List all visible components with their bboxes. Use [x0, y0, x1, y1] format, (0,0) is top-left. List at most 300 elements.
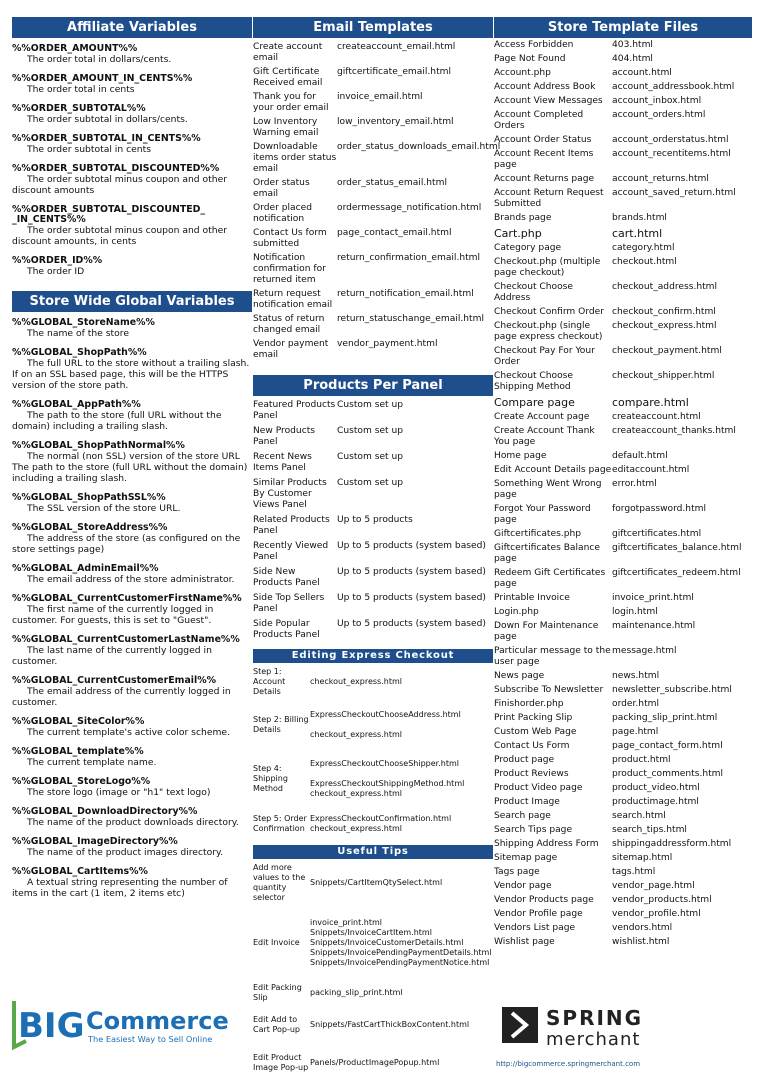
row-label: Account Order Status	[494, 135, 592, 145]
row-value: Up to 5 products (system based)	[337, 541, 486, 551]
table-row	[494, 243, 752, 254]
table-row	[494, 504, 752, 526]
variable-item	[12, 68, 252, 95]
row-value: account.html	[612, 68, 672, 78]
row-value: login.html	[612, 607, 658, 617]
row-value: createaccount_email.html	[337, 42, 456, 52]
table-row	[494, 825, 752, 836]
row-value: page_contact_form.html	[612, 741, 723, 751]
table-row	[494, 593, 752, 604]
row-value: ExpressCheckoutChooseAddress.html checkout_express.html	[310, 710, 461, 739]
row-label: Down For Maintenance page	[494, 621, 599, 642]
row-label: Giftcertificates Balance page	[494, 543, 600, 564]
variable-name: %%ORDER_SUBTOTAL_DISCOUNTED%%	[12, 163, 220, 174]
row-label: Featured Products Panel	[253, 400, 336, 421]
table-row	[494, 839, 752, 850]
variable-name: %%GLOBAL_template%%	[12, 746, 144, 757]
row-label: Login.php	[494, 607, 539, 617]
table-row	[253, 67, 493, 89]
variable-desc: The full URL to the store without a trailing slash. If on an SSL based page, this will be the HTTPS version of the store path.	[12, 358, 250, 391]
logo-tagline: The Easiest Way to Sell Online	[88, 1034, 213, 1044]
table-row	[253, 567, 493, 589]
row-label: Recent News Items Panel	[253, 452, 312, 473]
table-row	[494, 257, 752, 279]
row-value: vendor_products.html	[612, 895, 712, 905]
row-label: Step 4: Shipping Method	[253, 764, 288, 793]
row-label: Step 5: Order Confirmation	[253, 814, 307, 833]
table-row	[253, 426, 493, 448]
email-header: Email Templates	[253, 17, 493, 38]
variable-item	[12, 487, 252, 514]
row-value: checkout_payment.html	[612, 346, 722, 356]
table-row	[494, 783, 752, 794]
row-label: Account Return Request Submitted	[494, 188, 604, 209]
variable-desc: The last name of the currently logged in customer.	[12, 645, 212, 667]
row-value: news.html	[612, 671, 660, 681]
row-label: Vendors List page	[494, 923, 576, 933]
table-row	[494, 282, 752, 304]
row-label: Cart.php	[494, 227, 542, 240]
row-value: brands.html	[612, 213, 667, 223]
table-row	[253, 400, 493, 422]
table-row	[494, 755, 752, 766]
variable-desc: The email address of the store administrator.	[27, 574, 235, 585]
variable-name: %%GLOBAL_SiteColor%%	[12, 716, 145, 727]
table-row	[253, 705, 493, 745]
row-value: compare.html	[612, 396, 689, 409]
row-label: Page Not Found	[494, 54, 566, 64]
row-value: invoice_email.html	[337, 92, 423, 102]
table-row	[494, 811, 752, 822]
row-value: packing_slip_print.html	[310, 988, 403, 997]
row-value: packing_slip_print.html	[612, 713, 718, 723]
row-value: shippingaddressform.html	[612, 839, 732, 849]
variable-item	[12, 128, 252, 155]
affiliate-list	[12, 38, 252, 277]
table-row	[494, 426, 752, 448]
logo-square	[502, 1007, 538, 1043]
row-value: checkout_shipper.html	[612, 371, 715, 381]
table-row	[253, 314, 493, 336]
table-row	[494, 479, 752, 501]
variable-name: %%ORDER_SUBTOTAL_DISCOUNTED_ _IN_CENTS%%	[12, 204, 206, 225]
table-row	[253, 515, 493, 537]
table-row	[253, 913, 493, 973]
footer-url[interactable]: http://bigcommerce.springmerchant.com	[496, 1060, 641, 1068]
row-value: vendor_page.html	[612, 881, 695, 891]
row-value: return_confirmation_email.html	[337, 253, 481, 263]
row-value: 404.html	[612, 54, 653, 64]
row-label: Product page	[494, 755, 555, 765]
variable-item	[12, 98, 252, 125]
row-value: return_statuschange_email.html	[337, 314, 484, 324]
table-row	[494, 543, 752, 565]
row-label: Edit Add to Cart Pop-up	[253, 1015, 301, 1034]
table-row	[253, 92, 493, 114]
row-value: sitemap.html	[612, 853, 673, 863]
variable-item	[12, 558, 252, 585]
table-row	[494, 321, 752, 343]
row-label: News page	[494, 671, 545, 681]
table-row	[494, 451, 752, 462]
variable-name: %%ORDER_AMOUNT_IN_CENTS%%	[12, 73, 193, 84]
table-row	[253, 117, 493, 139]
row-value: page_contact_email.html	[337, 228, 452, 238]
row-label: Return request notification email	[253, 289, 333, 310]
variable-item	[12, 741, 252, 768]
row-label: Shipping Address Form	[494, 839, 599, 849]
row-value: Snippets/FastCartThickBoxContent.html	[310, 1020, 470, 1029]
row-label: Side Top Sellers Panel	[253, 593, 325, 614]
store-header: Store Template Files	[494, 17, 752, 38]
row-label: Edit Invoice	[253, 938, 300, 947]
row-label: Checkout.php (multiple page checkout)	[494, 257, 601, 278]
row-value: account_orderstatus.html	[612, 135, 729, 145]
table-row	[494, 853, 752, 864]
row-label: Account Completed Orders	[494, 110, 584, 131]
row-label: Checkout.php (single page express checkout)	[494, 321, 603, 342]
variable-item	[12, 158, 252, 196]
row-label: Sitemap page	[494, 853, 558, 863]
row-label: Step 1: Account Details	[253, 667, 286, 696]
row-value: giftcertificates.html	[612, 529, 702, 539]
logo-big: BIG	[18, 1006, 85, 1046]
global-list	[12, 312, 252, 899]
row-label: Product Video page	[494, 783, 583, 793]
table-row	[494, 867, 752, 878]
table-row	[494, 797, 752, 808]
row-label: Custom Web Page	[494, 727, 577, 737]
variable-item	[12, 312, 252, 339]
row-value: checkout_address.html	[612, 282, 718, 292]
row-label: Finishorder.php	[494, 699, 564, 709]
variable-item	[12, 629, 252, 667]
row-label: Subscribe To Newsletter	[494, 685, 604, 695]
variable-item	[12, 250, 252, 277]
row-value: createaccount_thanks.html	[612, 426, 736, 436]
row-value: account_inbox.html	[612, 96, 702, 106]
row-label: Edit Account Details page	[494, 465, 612, 475]
table-row	[494, 685, 752, 696]
row-value: Up to 5 products (system based)	[337, 593, 486, 603]
row-value: ExpressCheckoutConfirmation.html checkout_express.html	[310, 814, 452, 833]
table-row	[253, 667, 493, 697]
table-row	[253, 861, 493, 905]
row-value: search.html	[612, 811, 666, 821]
store-table	[494, 38, 752, 948]
variable-name: %%GLOBAL_DownloadDirectory%%	[12, 806, 198, 817]
table-row	[494, 465, 752, 476]
row-label: Status of return changed email	[253, 314, 325, 335]
row-value: page.html	[612, 727, 659, 737]
row-value: checkout_express.html	[612, 321, 717, 331]
row-value: search_tips.html	[612, 825, 687, 835]
variable-item	[12, 801, 252, 828]
table-row	[494, 769, 752, 780]
row-label: Downloadable items order status email	[253, 142, 337, 174]
variable-name: %%GLOBAL_ShopPathSSL%%	[12, 492, 166, 503]
row-label: Compare page	[494, 396, 575, 409]
affiliate-header: Affiliate Variables	[12, 17, 252, 38]
row-label: Account View Messages	[494, 96, 603, 106]
products-header: Products Per Panel	[253, 375, 493, 396]
table-row	[494, 937, 752, 948]
table-row	[253, 593, 493, 615]
variable-item	[12, 342, 252, 391]
table-row	[253, 142, 501, 175]
variable-desc: The current template name.	[27, 757, 157, 768]
row-value: message.html	[612, 646, 677, 656]
row-value: return_notification_email.html	[337, 289, 474, 299]
row-value: Snippets/CartItemQtySelect.html	[310, 878, 443, 887]
row-label: Checkout Pay For Your Order	[494, 346, 595, 367]
logo-spring: SPRING	[546, 1006, 644, 1030]
table-row	[494, 568, 752, 590]
variable-name: %%GLOBAL_CartItems%%	[12, 866, 148, 877]
row-value: giftcertificate_email.html	[337, 67, 452, 77]
table-row	[494, 396, 752, 409]
row-value: account_saved_return.html	[612, 188, 736, 198]
variable-desc: The order subtotal minus coupon and other discount amounts	[12, 174, 228, 196]
variable-name: %%ORDER_ID%%	[12, 255, 103, 266]
row-value: product.html	[612, 755, 671, 765]
variable-item	[12, 670, 252, 708]
row-label: Forgot Your Password page	[494, 504, 591, 525]
table-row	[253, 541, 493, 563]
row-value: ordermessage_notification.html	[337, 203, 482, 213]
row-label: Checkout Choose Shipping Method	[494, 371, 574, 392]
variable-name: %%GLOBAL_AdminEmail%%	[12, 563, 159, 574]
row-value: default.html	[612, 451, 668, 461]
table-row	[494, 174, 752, 185]
variable-item	[12, 435, 252, 484]
variable-desc: The email address of the currently logged in customer.	[12, 686, 231, 708]
row-label: Print Packing Slip	[494, 713, 573, 723]
row-value: giftcertificates_balance.html	[612, 543, 742, 553]
table-row	[494, 307, 752, 318]
row-label: Vendor Profile page	[494, 909, 583, 919]
row-value: account_addressbook.html	[612, 82, 735, 92]
row-value: invoice_print.html Snippets/InvoiceCartItem.html Snippets/InvoiceCustomerDetails.html Snippets/InvoicePendingPaymentDetails.html Snippets/InvoicePendingPaymentNotice.html	[310, 918, 492, 967]
row-value: vendor_payment.html	[337, 339, 438, 349]
row-label: Thank you for your order email	[253, 92, 329, 113]
table-row	[494, 923, 752, 934]
row-label: Account Recent Items page	[494, 149, 594, 170]
row-value: 403.html	[612, 40, 653, 50]
table-row	[494, 227, 752, 240]
products-table	[253, 396, 493, 641]
table-row	[253, 813, 493, 835]
table-row	[494, 621, 752, 643]
row-value: product_comments.html	[612, 769, 724, 779]
table-row	[494, 529, 752, 540]
tips-header: Useful Tips	[253, 845, 493, 859]
row-label: Low Inventory Warning email	[253, 117, 319, 138]
table-row	[494, 54, 752, 65]
express-header: Editing Express Checkout	[253, 649, 493, 663]
variable-desc: The order ID	[27, 266, 85, 277]
row-label: Product Image	[494, 797, 560, 807]
variable-name: %%GLOBAL_StoreName%%	[12, 317, 155, 328]
table-row	[253, 339, 493, 361]
variable-name: %%GLOBAL_StoreLogo%%	[12, 776, 151, 787]
tips-table	[253, 859, 493, 1081]
variable-desc: The current template's active color scheme.	[27, 727, 231, 738]
row-label: Order placed notification	[253, 203, 312, 224]
row-label: Create account email	[253, 42, 323, 63]
table-row	[253, 42, 493, 64]
bigcommerce-logo	[4, 995, 232, 1055]
row-value: forgotpassword.html	[612, 504, 707, 514]
row-value: Up to 5 products (system based)	[337, 619, 486, 629]
express-table	[253, 663, 493, 835]
row-label: Vendor Products page	[494, 895, 594, 905]
variable-name: %%GLOBAL_ShopPath%%	[12, 347, 147, 358]
row-label: Search Tips page	[494, 825, 573, 835]
row-value: order.html	[612, 699, 660, 709]
variable-desc: The order subtotal in cents	[27, 144, 152, 155]
row-label: Category page	[494, 243, 562, 253]
row-value: Up to 5 products	[337, 515, 413, 525]
table-row	[253, 1013, 493, 1037]
variable-desc: The name of the product images directory.	[27, 847, 224, 858]
row-label: Brands page	[494, 213, 552, 223]
variable-name: %%GLOBAL_CurrentCustomerFirstName%%	[12, 593, 242, 604]
table-row	[494, 149, 752, 171]
table-row	[494, 110, 752, 132]
email-table	[253, 38, 501, 361]
variable-item	[12, 588, 252, 626]
row-label: Contact Us Form	[494, 741, 570, 751]
row-label: Wishlist page	[494, 937, 555, 947]
table-row	[494, 646, 752, 668]
row-value: invoice_print.html	[612, 593, 694, 603]
table-row	[253, 619, 493, 641]
row-value: ExpressCheckoutChooseShipper.html ExpressCheckoutShippingMethod.html checkout_express.html	[310, 759, 465, 798]
row-label: Step 2: Billing Details	[253, 715, 309, 734]
row-value: maintenance.html	[612, 621, 696, 631]
row-value: Custom set up	[337, 400, 404, 410]
global-header: Store Wide Global Variables	[12, 291, 252, 312]
row-value: order_status_downloads_email.html	[337, 142, 501, 152]
logo-commerce: Commerce	[86, 1007, 229, 1035]
table-row	[253, 753, 493, 805]
row-label: Notification confirmation for returned item	[253, 253, 326, 285]
table-row	[494, 671, 752, 682]
variable-desc: A textual string representing the number of items in the cart (1 item, 2 items etc)	[12, 877, 228, 899]
row-label: Tags page	[494, 867, 540, 877]
table-row	[494, 371, 752, 393]
table-row	[494, 895, 752, 906]
table-row	[253, 228, 493, 250]
row-value: product_video.html	[612, 783, 700, 793]
column-variables	[12, 0, 252, 902]
variable-desc: The SSL version of the store URL.	[27, 503, 181, 514]
table-row	[494, 135, 752, 146]
variable-desc: The order total in cents	[27, 84, 135, 95]
row-label: Create Account page	[494, 412, 590, 422]
row-value: productimage.html	[612, 797, 699, 807]
variable-desc: The order total in dollars/cents.	[27, 54, 172, 65]
variable-item	[12, 517, 252, 555]
row-value: error.html	[612, 479, 657, 489]
variable-item	[12, 771, 252, 798]
row-label: Order status email	[253, 178, 310, 199]
table-row	[253, 1045, 493, 1081]
variable-name: %%GLOBAL_ImageDirectory%%	[12, 836, 178, 847]
row-value: Custom set up	[337, 478, 404, 488]
variable-desc: The name of the store	[27, 328, 129, 339]
variable-name: %%GLOBAL_CurrentCustomerEmail%%	[12, 675, 216, 686]
row-label: Redeem Gift Certificates page	[494, 568, 606, 589]
row-value: cart.html	[612, 227, 663, 240]
variable-item	[12, 711, 252, 738]
row-label: Product Reviews	[494, 769, 569, 779]
variable-desc: The normal (non SSL) version of the store URL The path to the store (full URL without the domain) including a trailing slash.	[12, 451, 248, 484]
row-label: Gift Certificate Received email	[253, 67, 323, 88]
row-label: Edit Packing Slip	[253, 983, 302, 1002]
row-value: Custom set up	[337, 452, 404, 462]
table-row	[494, 188, 752, 210]
table-row	[253, 253, 493, 286]
row-value: account_orders.html	[612, 110, 706, 120]
variable-item	[12, 831, 252, 858]
row-label: Checkout Confirm Order	[494, 307, 605, 317]
table-row	[494, 346, 752, 368]
table-row	[494, 96, 752, 107]
row-value: Up to 5 products (system based)	[337, 567, 486, 577]
row-label: Side Popular Products Panel	[253, 619, 320, 640]
row-label: Checkout Choose Address	[494, 282, 574, 303]
row-label: New Products Panel	[253, 426, 315, 447]
row-label: Vendor page	[494, 881, 552, 891]
row-label: Add more values to the quantity selector	[253, 863, 306, 902]
table-row	[494, 741, 752, 752]
variable-item	[12, 394, 252, 432]
variable-item	[12, 199, 252, 247]
row-value: checkout_confirm.html	[612, 307, 716, 317]
row-label: Account.php	[494, 68, 551, 78]
table-row	[253, 289, 493, 311]
table-row	[494, 213, 752, 224]
table-row	[494, 412, 752, 423]
row-label: Related Products Panel	[253, 515, 330, 536]
row-value: createaccount.html	[612, 412, 701, 422]
table-row	[494, 68, 752, 79]
row-value: newsletter_subscribe.html	[612, 685, 732, 695]
springmerchant-logo	[500, 1003, 660, 1049]
table-row	[253, 981, 493, 1005]
variable-name: %%ORDER_AMOUNT%%	[12, 43, 138, 54]
row-value: Panels/ProductImagePopup.html	[310, 1058, 440, 1067]
row-value: checkout_express.html	[310, 677, 402, 686]
row-value: giftcertificates_redeem.html	[612, 568, 741, 578]
variable-name: %%ORDER_SUBTOTAL_IN_CENTS%%	[12, 133, 201, 144]
row-label: Vendor payment email	[253, 339, 329, 360]
table-row	[494, 607, 752, 618]
row-label: Something Went Wrong page	[494, 479, 602, 500]
row-value: tags.html	[612, 867, 656, 877]
variable-name: %%ORDER_SUBTOTAL%%	[12, 103, 146, 114]
row-label: Access Forbidden	[494, 40, 574, 50]
row-label: Account Address Book	[494, 82, 596, 92]
row-label: Similar Products By Customer Views Panel	[253, 478, 327, 510]
row-label: Create Account Thank You page	[494, 426, 595, 447]
row-label: Particular message to the user page	[494, 646, 611, 667]
row-label: Home page	[494, 451, 547, 461]
variable-desc: The order subtotal minus coupon and other discount amounts, in cents	[12, 225, 228, 247]
variable-desc: The order subtotal in dollars/cents.	[27, 114, 188, 125]
